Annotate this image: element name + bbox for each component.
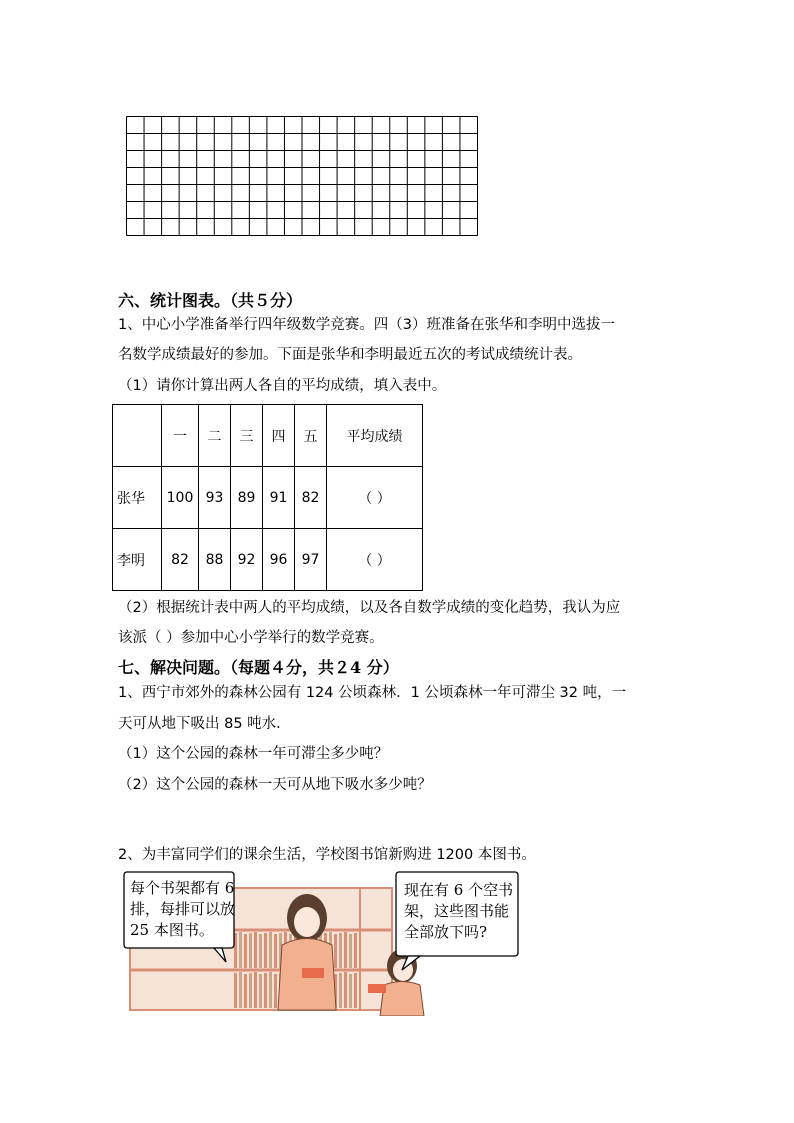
book-spine xyxy=(239,972,242,1008)
section-7-q2-line1: 2、为丰富同学们的课余生活，学校图书馆新购进 1200 本图书。 xyxy=(118,847,536,863)
book-spine xyxy=(334,934,337,968)
score-table xyxy=(112,404,423,591)
library-illustration xyxy=(122,870,520,1016)
book-spine xyxy=(339,973,342,1008)
student-name: 张华 xyxy=(113,467,162,529)
book-spine xyxy=(259,934,262,968)
book-spine xyxy=(249,933,252,968)
section-7-q1-sub1: （1）这个公园的森林一年可滞尘多少吨？ xyxy=(118,746,389,762)
book-spine xyxy=(254,972,257,1008)
book-spine xyxy=(264,933,267,968)
book-spine xyxy=(274,934,277,968)
section-6-q1-line2: 名数学成绩最好的参加。下面是张华和李明最近五次的考试成绩统计表。 xyxy=(118,347,582,363)
section-7-title: 七、解决问题。（每题４分，共２4 分） xyxy=(118,658,399,677)
average-blank[interactable]: （ ） xyxy=(327,529,423,591)
score-cell: 89 xyxy=(231,467,263,529)
section-6-title: 六、统计图表。（共５分） xyxy=(118,291,303,310)
speech-text-left xyxy=(130,878,235,941)
speech-line: 现在有 6 个空书 xyxy=(404,881,514,899)
speech-line: 每个书架都有 6 xyxy=(130,879,235,897)
book-spine xyxy=(274,974,277,1008)
student-name: 李明 xyxy=(113,529,162,591)
book-spine xyxy=(264,973,267,1008)
book-spine xyxy=(239,932,242,968)
book-spine xyxy=(254,932,257,968)
section-7-q1-sub2: （2）这个公园的森林一天可从地下吸水多少吨？ xyxy=(118,777,432,793)
book-spine xyxy=(259,974,262,1008)
score-cell: 91 xyxy=(263,467,295,529)
header-cell-test-3: 三 xyxy=(231,405,263,467)
score-cell: 82 xyxy=(162,529,199,591)
header-cell-blank xyxy=(113,405,162,467)
section-7-q1-line2: 天可从地下吸出 85 吨水． xyxy=(118,716,291,732)
book-spine xyxy=(244,934,247,968)
book-spine xyxy=(349,974,352,1008)
score-cell: 92 xyxy=(231,529,263,591)
header-cell-test-5: 五 xyxy=(295,405,327,467)
speech-line: 25 本图书。 xyxy=(130,921,214,939)
header-cell-test-2: 二 xyxy=(199,405,231,467)
table-row xyxy=(113,529,423,591)
speech-line: 全部放下吗? xyxy=(404,923,488,941)
table-row xyxy=(113,467,423,529)
speech-line: 排，每排可以放 xyxy=(130,900,236,918)
book-spine xyxy=(349,934,352,968)
writing-grid xyxy=(126,116,478,236)
section-6-sub2-line1: （2）根据统计表中两人的平均成绩，以及各自数学成绩的变化趋势，我认为应 xyxy=(118,600,621,616)
score-cell: 96 xyxy=(263,529,295,591)
book-spine xyxy=(269,932,272,968)
average-blank[interactable]: （ ） xyxy=(327,467,423,529)
score-cell: 82 xyxy=(295,467,327,529)
section-6-q1-line1: 1、中心小学准备举行四年级数学竞赛。四（3）班准备在张华和李明中选拔一 xyxy=(118,317,615,333)
book-spine xyxy=(339,933,342,968)
score-cell: 100 xyxy=(162,467,199,529)
book-spine xyxy=(234,973,237,1008)
book-spine xyxy=(344,972,347,1008)
score-cell: 88 xyxy=(199,529,231,591)
header-cell-average: 平均成绩 xyxy=(327,405,423,467)
header-cell-test-4: 四 xyxy=(263,405,295,467)
score-cell: 93 xyxy=(199,467,231,529)
speech-text-right xyxy=(404,880,513,943)
section-6-sub2-line2: 该派（ ）参加中心小学举行的数学竞赛。 xyxy=(118,630,384,646)
book-spine xyxy=(269,972,272,1008)
header-cell-test-1: 一 xyxy=(162,405,199,467)
section-7-q1-line1: 1、西宁市郊外的森林公园有 124 公顷森林．1 公顷森林一年可滞尘 32 吨，一 xyxy=(118,685,627,701)
book-spine xyxy=(249,973,252,1008)
book-spine xyxy=(244,974,247,1008)
book-spine xyxy=(354,973,357,1008)
score-cell: 97 xyxy=(295,529,327,591)
score-table-header-row xyxy=(113,405,423,467)
book-spine xyxy=(354,933,357,968)
book-spine xyxy=(344,932,347,968)
speech-line: 架，这些图书能 xyxy=(404,902,510,920)
section-6-sub1: （1）请你计算出两人各自的平均成绩，填入表中。 xyxy=(118,378,447,394)
